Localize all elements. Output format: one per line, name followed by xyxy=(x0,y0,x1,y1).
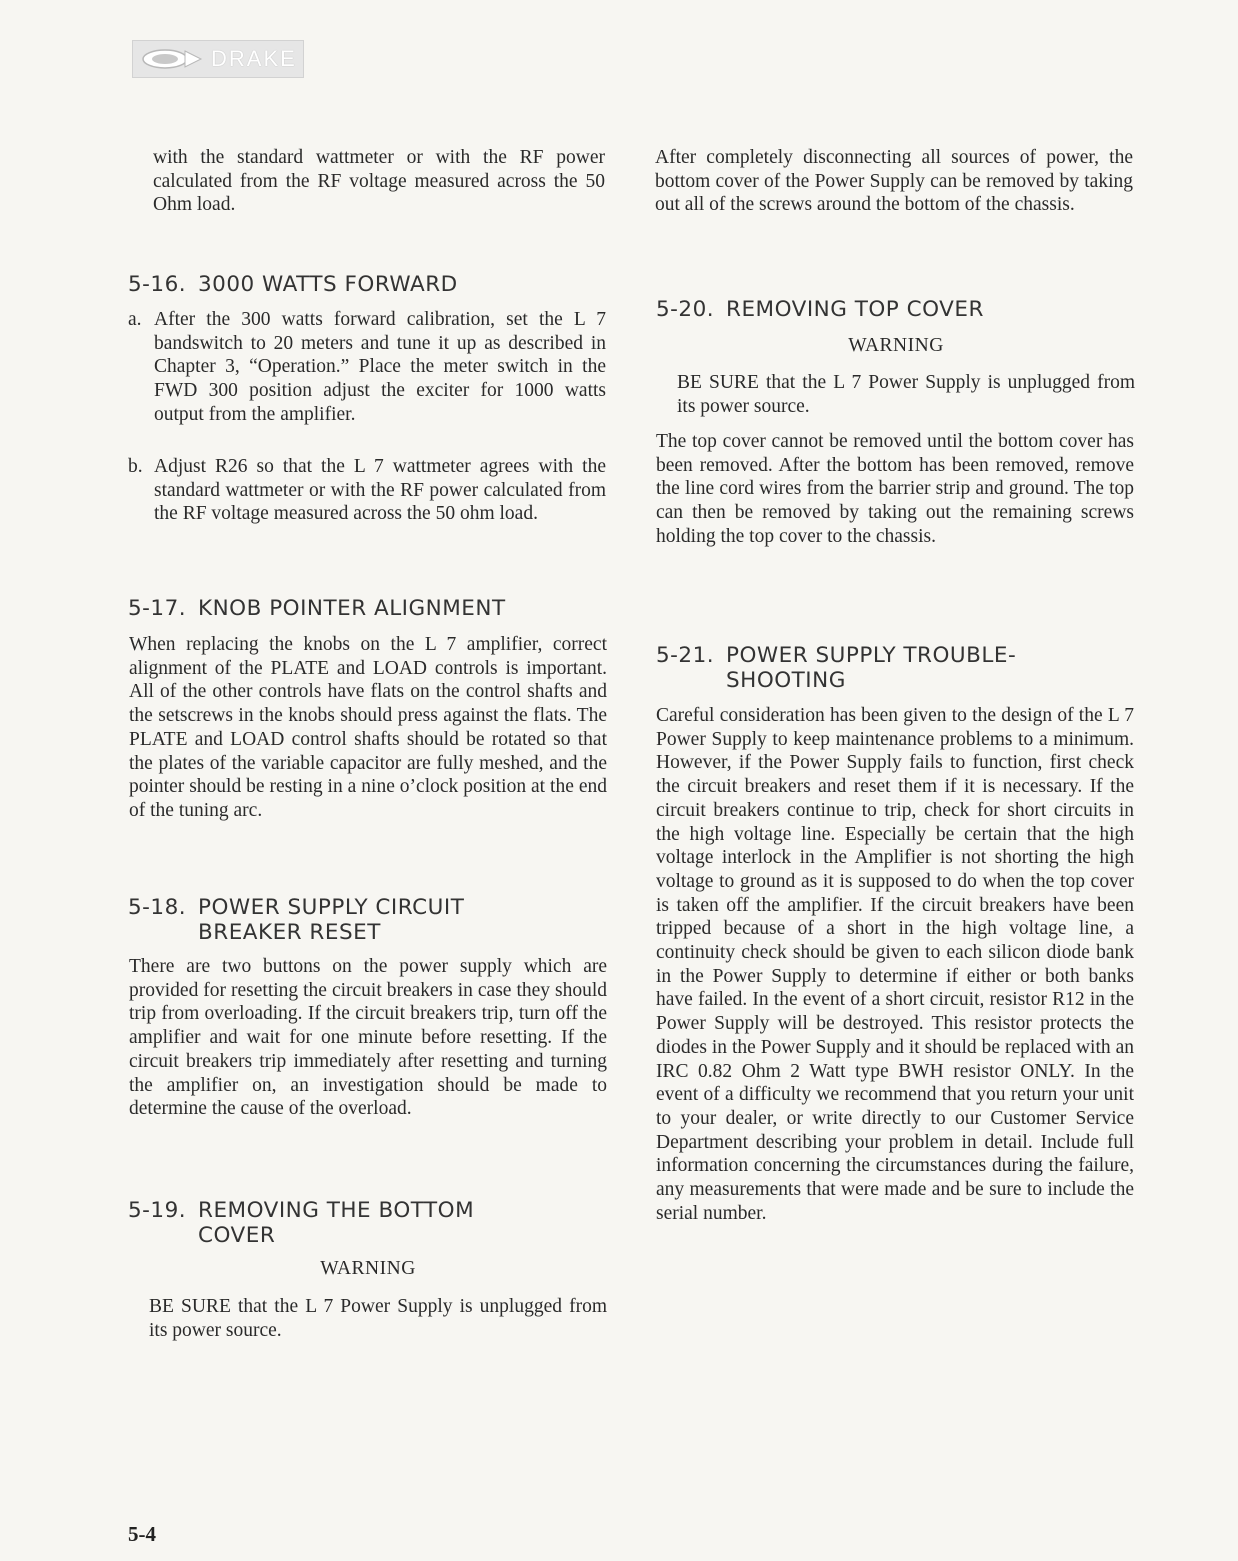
section-5-21-heading xyxy=(656,643,1136,693)
logo-text: DRAKE xyxy=(211,46,297,71)
section-5-20-body: The top cover cannot be removed until the bottom cover has been removed. After the bottom has been removed, remove the line cord wires from the barrier strip and ground. The top can then be removed by taking out the remaining screws holding the top cover to the chassis. xyxy=(656,431,1134,547)
section-5-20-heading xyxy=(656,297,1136,322)
warning-text: BE SURE that the L 7 Power Supply is unplugged from its power source. xyxy=(677,372,1135,417)
section-5-18-body: There are two buttons on the power supply which are provided for resetting the circuit breakers in case they should trip from overloading. If the circuit breakers trip, turn off the amplifier and wait for one minute before resetting. If the circuit breakers trip immediately after resetting and turning the amplifier on, an investigation should be made to determine the cause of the overload. xyxy=(129,956,607,1120)
drake-logo xyxy=(132,40,304,78)
section-5-17-heading xyxy=(128,596,608,621)
section-5-21-body: Careful consideration has been given to the design of the L 7 Power Supply to keep maintenance problems to a minimum. However, if the Power Supply fails to function, first check the circuit breakers and reset them if it is necessary. If the circuit breakers continue to trip, check for short circuits in the high voltage line. Especially be certain that the high voltage interlock in the Amplifier is not shorting the high voltage to ground as it is supposed to do when the top cover is taken off the amplifier. If the circuit breakers have been tripped because of a short in the high voltage line, a continuity check should be given to each silicon diode bank in the Power Supply to determine if either or both banks have failed. In the event of a short circuit, resistor R12 in the Power Supply will be destroyed. This resistor protects the diodes in the Power Supply and it should be replaced with an IRC 0.82 Ohm 2 Watt type BWH resistor ONLY. In the event of a difficulty we recommend that you return your unit to your dealer, or write directly to our Customer Service Department describing your problem in detail. Include full information concerning the circumstances during the failure, any measurements that were made and be sure to include the serial number. xyxy=(656,705,1134,1224)
section-5-18-heading xyxy=(128,895,608,945)
section-number: 5-18. xyxy=(128,895,187,920)
section-title: REMOVING TOP COVER xyxy=(726,297,984,322)
drake-emblem-icon xyxy=(141,48,203,70)
section-title-line-2: BREAKER RESET xyxy=(198,920,381,945)
section-title: 3000 WATTS FORWARD xyxy=(198,272,458,297)
list-item-text: After the 300 watts forward calibration, set the L 7 bandswitch to 20 meters and tune it up as described in Chapter 3, “Operation.” Place the meter switch in the FWD 300 position adjust the exciter for 1000 watts output from the amplifier. xyxy=(154,309,606,425)
list-item-a xyxy=(128,308,608,453)
section-5-19-heading xyxy=(128,1198,608,1248)
section-title-line-1: POWER SUPPLY TROUBLE- xyxy=(726,643,1017,668)
section-number: 5-21. xyxy=(656,643,715,668)
list-item-b xyxy=(128,455,608,555)
section-number: 5-20. xyxy=(656,297,715,322)
warning-label: WARNING xyxy=(848,335,944,356)
section-5-17-body: When replacing the knobs on the L 7 amplifier, correct alignment of the PLATE and LOAD controls is important. All of the other controls have flats on the control shafts and the setscrews in the knobs should press against the flats. The PLATE and LOAD control shafts should be rotated so that the plates of the variable capacitor are fully meshed, and the pointer should be resting in a nine o’clock position at the end of the tuning arc. xyxy=(129,634,607,821)
warning-label: WARNING xyxy=(320,1258,416,1279)
section-title-line-2: SHOOTING xyxy=(726,668,846,693)
list-marker: b. xyxy=(128,456,143,477)
section-number: 5-19. xyxy=(128,1198,187,1223)
list-item-text: Adjust R26 so that the L 7 wattmeter agrees with the standard wattmeter or with the RF power calculated from the RF voltage measured across the 50 ohm load. xyxy=(154,456,606,525)
section-title-line-2: COVER xyxy=(198,1223,276,1248)
warning-text: BE SURE that the L 7 Power Supply is unplugged from its power source. xyxy=(149,1296,607,1341)
list-marker: a. xyxy=(128,309,142,330)
right-intro-paragraph: After completely disconnecting all sources of power, the bottom cover of the Power Supply can be removed by taking out all of the screws around the bottom of the chassis. xyxy=(655,147,1133,216)
left-intro-paragraph: with the standard wattmeter or with the RF power calculated from the RF voltage measured across the 50 Ohm load. xyxy=(153,147,605,216)
section-number: 5-16. xyxy=(128,272,187,297)
page-number: 5-4 xyxy=(128,1522,156,1546)
section-number: 5-17. xyxy=(128,596,187,621)
section-5-16-heading xyxy=(128,272,608,297)
section-title-line-1: POWER SUPPLY CIRCUIT xyxy=(198,895,465,920)
section-title: KNOB POINTER ALIGNMENT xyxy=(198,596,506,621)
section-title-line-1: REMOVING THE BOTTOM xyxy=(198,1198,475,1223)
